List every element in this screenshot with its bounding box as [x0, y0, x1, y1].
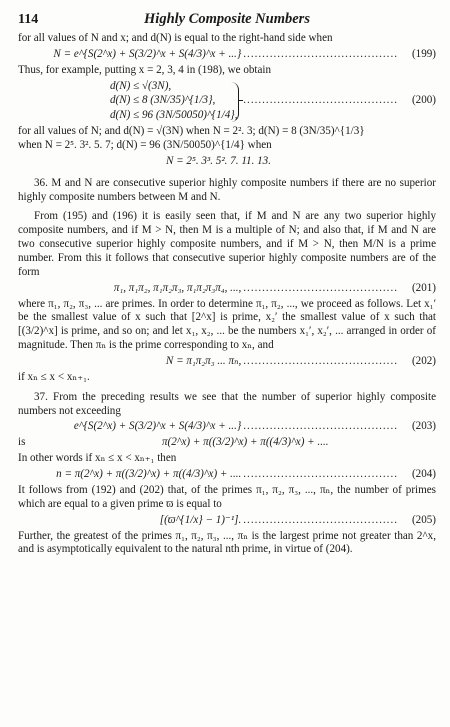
- equation-205: [(ϖ^{1/x} − 1)⁻¹]. ......................................... (205): [159, 513, 436, 526]
- text-line: for all values of N and x; and d(N) is equal to the right-hand side when: [18, 32, 333, 44]
- equation-body: d(N) ≤ √(3N),: [110, 79, 172, 92]
- equation-number: (201): [411, 281, 436, 294]
- running-title: Highly Composite Numbers: [144, 11, 310, 27]
- equation-body: N = π₁π₂π₃ ... πₙ,: [165, 355, 242, 368]
- equation-body: π₁, π₁π₂, π₁π₂π₃, π₁π₂π₃π₄, ...,: [113, 281, 242, 294]
- right-brace-tip: [238, 100, 243, 101]
- equation-number: (200): [411, 94, 436, 107]
- paragraph: From (195) and (196) it is easily seen that, if M and N are any two superior highly composite numbers, and if M > N, then M is a multiple of N; and also that, if M and N are two consecutive superior highly composite numbers, and if M > N, then M/N is a prime number. From this it follows that consecutive superior highly composite numbers are of the form: [18, 210, 436, 278]
- paragraph: where π₁, π₂, π₃, ... are primes. In order to determine π₁, π₂, ..., we proceed as follows. Let x₁′ be the smallest value of x such that [2^x] is prime, x₂′ the smallest value of x such that [(3/2)^x] is prime, and so on; and let x₁, x₂, ... be the numbers x₁′, x₂′, ... arranged in order of magnitude. Then πₙ is the prime corresponding to xₙ, and: [18, 297, 436, 352]
- equation-body: N = e^{S(2^x) + S(3/2)^x + S(4/3)^x + ...}: [53, 47, 242, 60]
- equation-204: n = π(2^x) + π((3/2)^x) + π((4/3)^x) + .... ......................................... (204): [56, 468, 436, 481]
- equation-number: (202): [411, 355, 436, 368]
- equation-202: N = π₁π₂π₃ ... πₙ, ......................................... (202): [165, 355, 436, 368]
- equation-body: π(2^x) + π((3/2)^x) + π((4/3)^x) + ....: [162, 436, 329, 449]
- equation-number: (199): [411, 47, 436, 60]
- text-line: when N = 2⁵. 3². 5. 7; d(N) = 96 (3N/50050)^{1/4} when: [18, 139, 272, 152]
- equation-body: n = π(2^x) + π((3/2)^x) + π((4/3)^x) + ....: [56, 468, 242, 481]
- section-37: 37. From the preceding results we see that the number of superior highly composite numbers not exceeding: [18, 390, 436, 417]
- equation-200: d(N) ≤ √(3N), d(N) ≤ 8 (3N/35)^{1/3}, ......................................... (200) d(N) ≤ 96 (3N/50050)^{1/4},: [110, 79, 436, 122]
- equation-body: N = 2⁵. 3³. 5². 7. 11. 13.: [166, 154, 272, 167]
- text-line: for all values of N; and d(N) = √(3N) when N = 2². 3; d(N) = 8 (3N/35)^{1/3}: [18, 125, 365, 138]
- text-line: if xₙ ≤ x < xₙ₊₁.: [18, 370, 90, 383]
- equation-is: [18, 436, 436, 450]
- equation-199: N = e^{S(2^x) + S(3/2)^x + S(4/3)^x + ...} ......................................... (199): [53, 47, 436, 60]
- equation-203: e^{S(2^x) + S(3/2)^x + S(4/3)^x + ...} ......................................... (203): [73, 420, 436, 433]
- text-line: In other words if xₙ ≤ x < xₙ₊₁ then: [18, 452, 177, 465]
- equation-n: [18, 155, 436, 169]
- text-line: Thus, for example, putting x = 2, 3, 4 in (198), we obtain: [18, 63, 272, 76]
- equation-body: e^{S(2^x) + S(3/2)^x + S(4/3)^x + ...}: [73, 420, 242, 433]
- paragraph: Further, the greatest of the primes π₁, π₂, π₃, ..., πₙ is the largest prime not greater than 2^x, and is asymptotically equivalent to the natural nth prime, in virtue of (204).: [18, 529, 436, 556]
- paragraph: It follows from (192) and (202) that, of the primes π₁, π₂, π₃, ..., πₙ, the number of primes which are equal to a given prime ϖ is equal to: [18, 483, 436, 510]
- page: [18, 10, 436, 557]
- running-header: [18, 10, 436, 32]
- equation-body: [(ϖ^{1/x} − 1)⁻¹].: [159, 513, 242, 526]
- equation-body: d(N) ≤ 96 (3N/50050)^{1/4},: [110, 109, 238, 122]
- equation-number: (204): [411, 468, 436, 481]
- page-number: 114: [18, 12, 39, 27]
- is-word: is: [18, 436, 26, 449]
- equation-number: (205): [411, 513, 436, 526]
- equation-body: d(N) ≤ 8 (3N/35)^{1/3},: [110, 94, 216, 107]
- section-36: 36. M and N are consecutive superior highly composite numbers if there are no superior highly composite numbers between M and N.: [18, 176, 436, 203]
- right-brace: [230, 82, 239, 122]
- equation-201: π₁, π₁π₂, π₁π₂π₃, π₁π₂π₃π₄, ..., ......................................... (201): [113, 281, 436, 294]
- equation-number: (203): [411, 420, 436, 433]
